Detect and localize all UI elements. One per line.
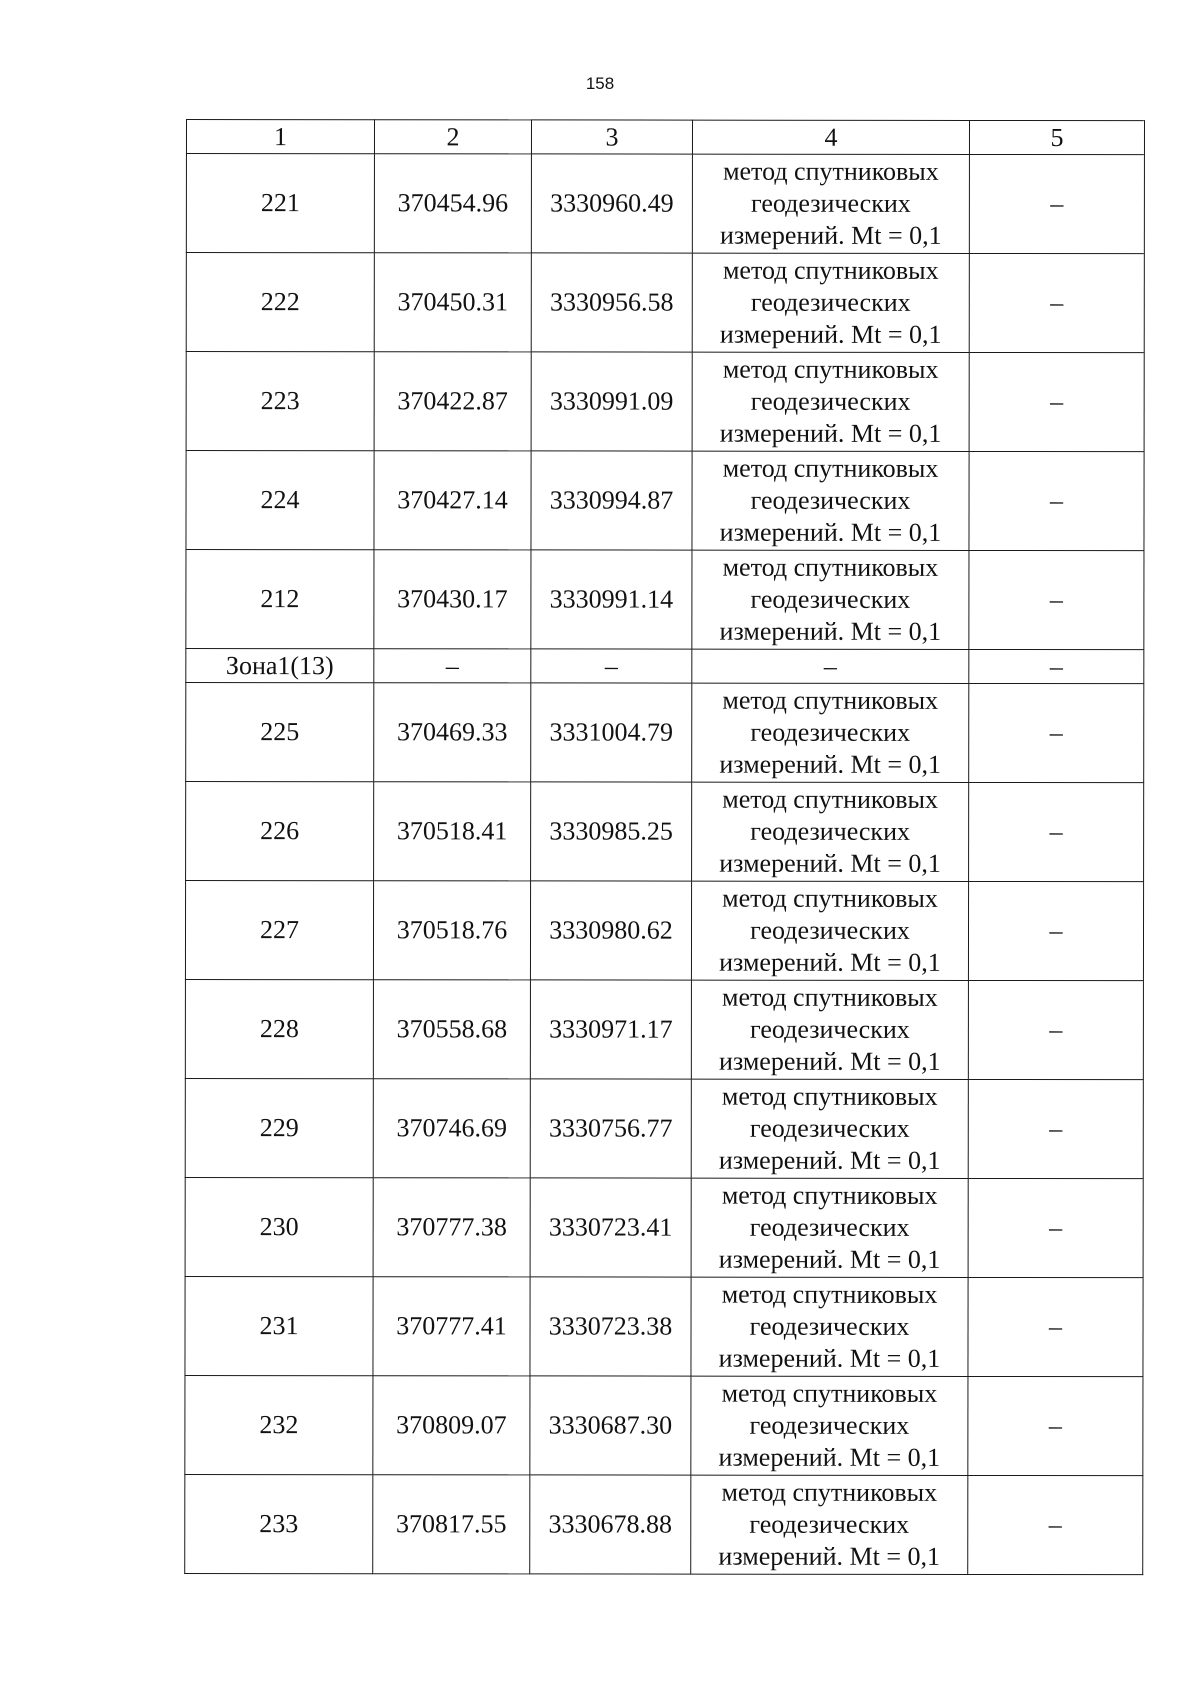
table-row (186, 451, 1144, 551)
header-row (186, 120, 1144, 155)
method-line: измерений. Mt = 0,1 (719, 1046, 941, 1076)
method-line: метод спутниковых (722, 982, 938, 1012)
note-cell: – (969, 550, 1144, 649)
method-cell (691, 1079, 968, 1178)
x-coordinate-cell: 370427.14 (374, 451, 531, 550)
table-row (185, 1177, 1143, 1277)
page-number: 158 (585, 74, 615, 93)
x-coordinate-cell: 370430.17 (374, 550, 531, 649)
y-coordinate-cell: – (531, 649, 692, 683)
method-line: измерений. Mt = 0,1 (719, 319, 942, 349)
x-coordinate-cell: 370746.69 (373, 1079, 530, 1178)
note-cell: – (969, 154, 1144, 253)
method-line: метод спутниковых (721, 1180, 938, 1210)
method-line: измерений. Mt = 0,1 (718, 1244, 941, 1274)
method-line: – (823, 651, 837, 681)
method-line: метод спутниковых (722, 784, 939, 814)
note-cell: – (968, 1376, 1143, 1475)
method-line: геодезических (749, 1509, 910, 1539)
method-cell (691, 1178, 968, 1277)
method-line: метод спутниковых (721, 1279, 938, 1309)
method-cell (692, 253, 969, 352)
y-coordinate-cell: 3330756.77 (530, 1079, 691, 1178)
note-cell: – (969, 253, 1144, 352)
method-cell (692, 683, 969, 782)
method-cell (692, 550, 969, 649)
point-id-cell: 228 (185, 979, 373, 1078)
note-cell: – (968, 1178, 1143, 1277)
method-line: измерений. Mt = 0,1 (719, 616, 942, 646)
x-coordinate-cell: 370422.87 (374, 352, 531, 451)
note-cell: – (968, 1079, 1143, 1178)
x-coordinate-cell: – (374, 649, 531, 683)
table-row (185, 979, 1143, 1079)
method-line: метод спутниковых (721, 1081, 938, 1111)
method-line: измерений. Mt = 0,1 (719, 418, 942, 448)
table-row (185, 1375, 1143, 1475)
point-id-cell: 221 (186, 154, 374, 253)
method-cell (691, 1475, 968, 1574)
x-coordinate-cell: 370817.55 (373, 1475, 530, 1574)
x-coordinate-cell: 370558.68 (373, 980, 530, 1079)
point-id-cell: 227 (185, 881, 373, 980)
method-line: измерений. Mt = 0,1 (718, 1343, 941, 1373)
point-id-cell: 224 (186, 451, 374, 550)
method-line: метод спутниковых (722, 354, 939, 384)
method-line: геодезических (750, 485, 911, 515)
method-line: метод спутниковых (721, 1477, 938, 1507)
point-id-cell: Зона1(13) (186, 649, 374, 683)
note-cell: – (968, 1277, 1143, 1376)
y-coordinate-cell: 3330960.49 (531, 154, 692, 253)
method-line: геодезических (750, 287, 911, 317)
method-line: метод спутниковых (722, 883, 938, 913)
note-cell: – (969, 352, 1144, 451)
table-body (185, 154, 1145, 1575)
method-line: геодезических (749, 1014, 910, 1044)
method-cell (691, 881, 968, 980)
method-line: измерений. Mt = 0,1 (718, 1145, 941, 1175)
note-cell: – (969, 683, 1144, 782)
point-id-cell: 212 (186, 550, 374, 649)
table-header (186, 120, 1144, 155)
zone-row (186, 649, 1144, 684)
note-cell: – (968, 881, 1143, 980)
method-line: измерений. Mt = 0,1 (719, 517, 942, 547)
column-header-5: 5 (969, 120, 1144, 154)
x-coordinate-cell: 370809.07 (373, 1376, 530, 1475)
y-coordinate-cell: 3330723.38 (530, 1277, 691, 1376)
x-coordinate-cell: 370518.41 (374, 782, 531, 881)
x-coordinate-cell: 370450.31 (374, 253, 531, 352)
method-line: геодезических (750, 717, 911, 747)
method-cell (692, 649, 969, 683)
column-header-2: 2 (374, 120, 531, 154)
method-line: метод спутниковых (722, 453, 939, 483)
y-coordinate-cell: 3330956.58 (531, 253, 692, 352)
point-id-cell: 229 (185, 1078, 373, 1177)
method-cell (692, 352, 969, 451)
x-coordinate-cell: 370777.41 (373, 1277, 530, 1376)
y-coordinate-cell: 3330991.14 (531, 550, 692, 649)
coordinates-table (184, 119, 1145, 1575)
point-id-cell: 233 (185, 1474, 373, 1573)
table-row (185, 1276, 1143, 1376)
table-row (186, 550, 1144, 650)
point-id-cell: 225 (186, 683, 374, 782)
x-coordinate-cell: 370454.96 (374, 154, 531, 253)
method-line: измерений. Mt = 0,1 (720, 220, 942, 250)
method-line: геодезических (750, 816, 911, 846)
column-header-3: 3 (531, 120, 692, 154)
method-cell (692, 782, 969, 881)
y-coordinate-cell: 3330985.25 (531, 782, 692, 881)
method-cell (692, 154, 969, 253)
method-line: геодезических (751, 188, 911, 218)
point-id-cell: 226 (186, 782, 374, 881)
y-coordinate-cell: 3330991.09 (531, 352, 692, 451)
y-coordinate-cell: 3330994.87 (531, 451, 692, 550)
method-cell (692, 451, 969, 550)
method-line: метод спутниковых (722, 685, 939, 715)
method-cell (691, 1376, 968, 1475)
method-line: геодезических (749, 1311, 910, 1341)
x-coordinate-cell: 370469.33 (374, 683, 531, 782)
table-row (186, 352, 1144, 452)
method-line: метод спутниковых (722, 552, 939, 582)
method-line: геодезических (750, 915, 910, 945)
method-line: геодезических (750, 386, 911, 416)
note-cell: – (969, 451, 1144, 550)
note-cell: – (968, 980, 1143, 1079)
method-line: измерений. Mt = 0,1 (718, 1541, 941, 1571)
table-row (185, 881, 1143, 981)
y-coordinate-cell: 3330971.17 (530, 980, 691, 1079)
x-coordinate-cell: 370518.76 (373, 881, 530, 980)
table-row (185, 1078, 1143, 1178)
note-cell: – (968, 1475, 1143, 1574)
method-line: геодезических (749, 1212, 910, 1242)
method-line: измерений. Mt = 0,1 (718, 1442, 941, 1472)
method-line: геодезических (749, 1113, 910, 1143)
method-cell (691, 980, 968, 1079)
point-id-cell: 222 (186, 253, 374, 352)
table-row (186, 683, 1144, 783)
method-line: измерений. Mt = 0,1 (719, 749, 942, 779)
method-line: метод спутниковых (723, 156, 939, 186)
table-row (185, 1474, 1143, 1574)
x-coordinate-cell: 370777.38 (373, 1178, 530, 1277)
note-cell: – (969, 649, 1144, 683)
column-header-1: 1 (186, 120, 374, 154)
y-coordinate-cell: 3330687.30 (530, 1376, 691, 1475)
method-line: измерений. Mt = 0,1 (719, 848, 941, 878)
point-id-cell: 231 (185, 1276, 373, 1375)
point-id-cell: 223 (186, 352, 374, 451)
table-row (186, 154, 1144, 254)
column-header-4: 4 (692, 120, 969, 154)
y-coordinate-cell: 3330980.62 (530, 881, 691, 980)
point-id-cell: 232 (185, 1375, 373, 1474)
method-line: метод спутниковых (721, 1378, 938, 1408)
y-coordinate-cell: 3331004.79 (531, 683, 692, 782)
point-id-cell: 230 (185, 1177, 373, 1276)
y-coordinate-cell: 3330678.88 (530, 1475, 691, 1574)
note-cell: – (969, 782, 1144, 881)
method-line: метод спутниковых (722, 255, 939, 285)
table-row (186, 782, 1144, 882)
table-row (186, 253, 1144, 353)
method-line: геодезических (749, 1410, 910, 1440)
method-cell (691, 1277, 968, 1376)
y-coordinate-cell: 3330723.41 (530, 1178, 691, 1277)
method-line: геодезических (750, 584, 911, 614)
method-line: измерений. Mt = 0,1 (719, 947, 941, 977)
